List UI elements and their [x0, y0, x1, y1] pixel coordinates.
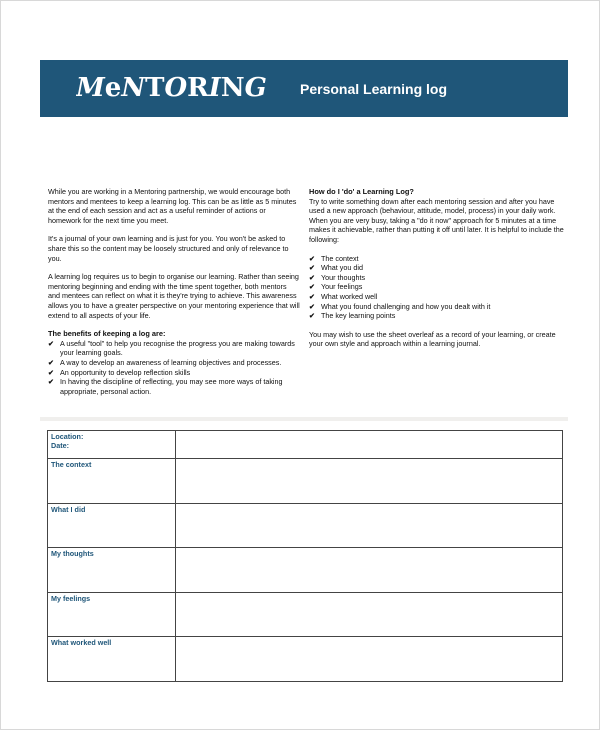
list-item: ✔ What worked well	[309, 291, 378, 301]
learning-log-table	[47, 430, 563, 682]
list-item: ✔ An opportunity to develop reflection skills	[48, 367, 191, 377]
howto-closing: You may wish to use the sheet overleaf as a record of your learning, or create your own style and approach within a learning journal.	[309, 329, 556, 349]
list-item: ✔ Your thoughts	[309, 272, 366, 282]
row-label: What worked well	[48, 637, 176, 682]
howto-heading: How do I 'do' a Learning Log?	[309, 187, 414, 196]
location-date-label: Location: Date:	[48, 431, 176, 459]
benefits-list	[48, 339, 300, 397]
check-icon: ✔	[48, 338, 55, 348]
list-item: ✔ A way to develop an awareness of learning objectives and processes.	[48, 357, 282, 367]
table-row	[48, 459, 563, 504]
include-list	[309, 254, 565, 321]
list-item: ✔ What you found challenging and how you dealt with it	[309, 301, 491, 311]
list-item: ✔ Your feelings	[309, 282, 363, 292]
list-item: ✔ A useful "tool" to help you recognise the progress you are making towards your learning goals.	[48, 338, 295, 358]
benefits-heading: The benefits of keeping a log are:	[48, 329, 166, 339]
worked-well-field[interactable]	[176, 637, 563, 682]
check-icon: ✔	[48, 377, 55, 387]
check-icon: ✔	[309, 272, 316, 282]
check-icon: ✔	[48, 367, 55, 377]
thoughts-field[interactable]	[176, 548, 563, 593]
check-icon: ✔	[309, 311, 316, 321]
row-label: My thoughts	[48, 548, 176, 593]
table-row	[48, 637, 563, 682]
table-row	[48, 431, 563, 459]
table-row	[48, 504, 563, 548]
list-item: ✔ The context	[309, 253, 359, 263]
document-subtitle: Personal Learning log	[300, 81, 448, 97]
table-row	[48, 593, 563, 637]
row-label: What I did	[48, 504, 176, 548]
intro-paragraph: It's a journal of your own learning and is just for you. You won't be asked to share this so the content may be loosely structured and only of relevance to you.	[48, 234, 289, 263]
page-separator	[40, 417, 568, 421]
check-icon: ✔	[48, 357, 55, 367]
list-item: ✔ In having the discipline of reflecting, you may see more ways of taking appropriate, personal action.	[48, 377, 283, 396]
intro-paragraph: A learning log requires us to begin to organise our learning. Rather than seeing mentoring beginning and ending with the time spent together, both mentors and mentees can reflect on what it is they're trying to achieve. This awareness allows you to have a greater perspective on your mentoring experience that will extend to all aspects of your life.	[48, 272, 300, 320]
location-date-field[interactable]	[176, 431, 563, 459]
mentoring-logo: MeNTORING	[76, 73, 267, 103]
row-label: The context	[48, 459, 176, 504]
row-label: My feelings	[48, 593, 176, 637]
howto-intro: Try to write something down after each mentoring session and after you have used a new approach (behaviour, attitude, model, process) in your daily work. When you are very busy, taking a "do it now" approach for 5 minutes at a time makes it achievable, rather than putting it off until later. It is helpful to include the following:	[309, 196, 564, 244]
context-field[interactable]	[176, 459, 563, 504]
check-icon: ✔	[309, 282, 316, 292]
howto-column	[309, 187, 565, 358]
list-item: ✔ What you did	[309, 263, 363, 273]
header-banner	[40, 60, 568, 117]
check-icon: ✔	[309, 291, 316, 301]
what-i-did-field[interactable]	[176, 504, 563, 548]
check-icon: ✔	[309, 253, 316, 263]
intro-column	[48, 187, 300, 405]
check-icon: ✔	[309, 301, 316, 311]
intro-paragraph: While you are working in a Mentoring partnership, we would encourage both mentors and mentees to keep a learning log. This can be as little as 5 minutes at the end of each session and act as a useful reminder of actions or homework for the next time you meet.	[48, 187, 297, 225]
check-icon: ✔	[309, 263, 316, 273]
list-item: ✔ The key learning points	[309, 311, 396, 321]
feelings-field[interactable]	[176, 593, 563, 637]
table-row	[48, 548, 563, 593]
